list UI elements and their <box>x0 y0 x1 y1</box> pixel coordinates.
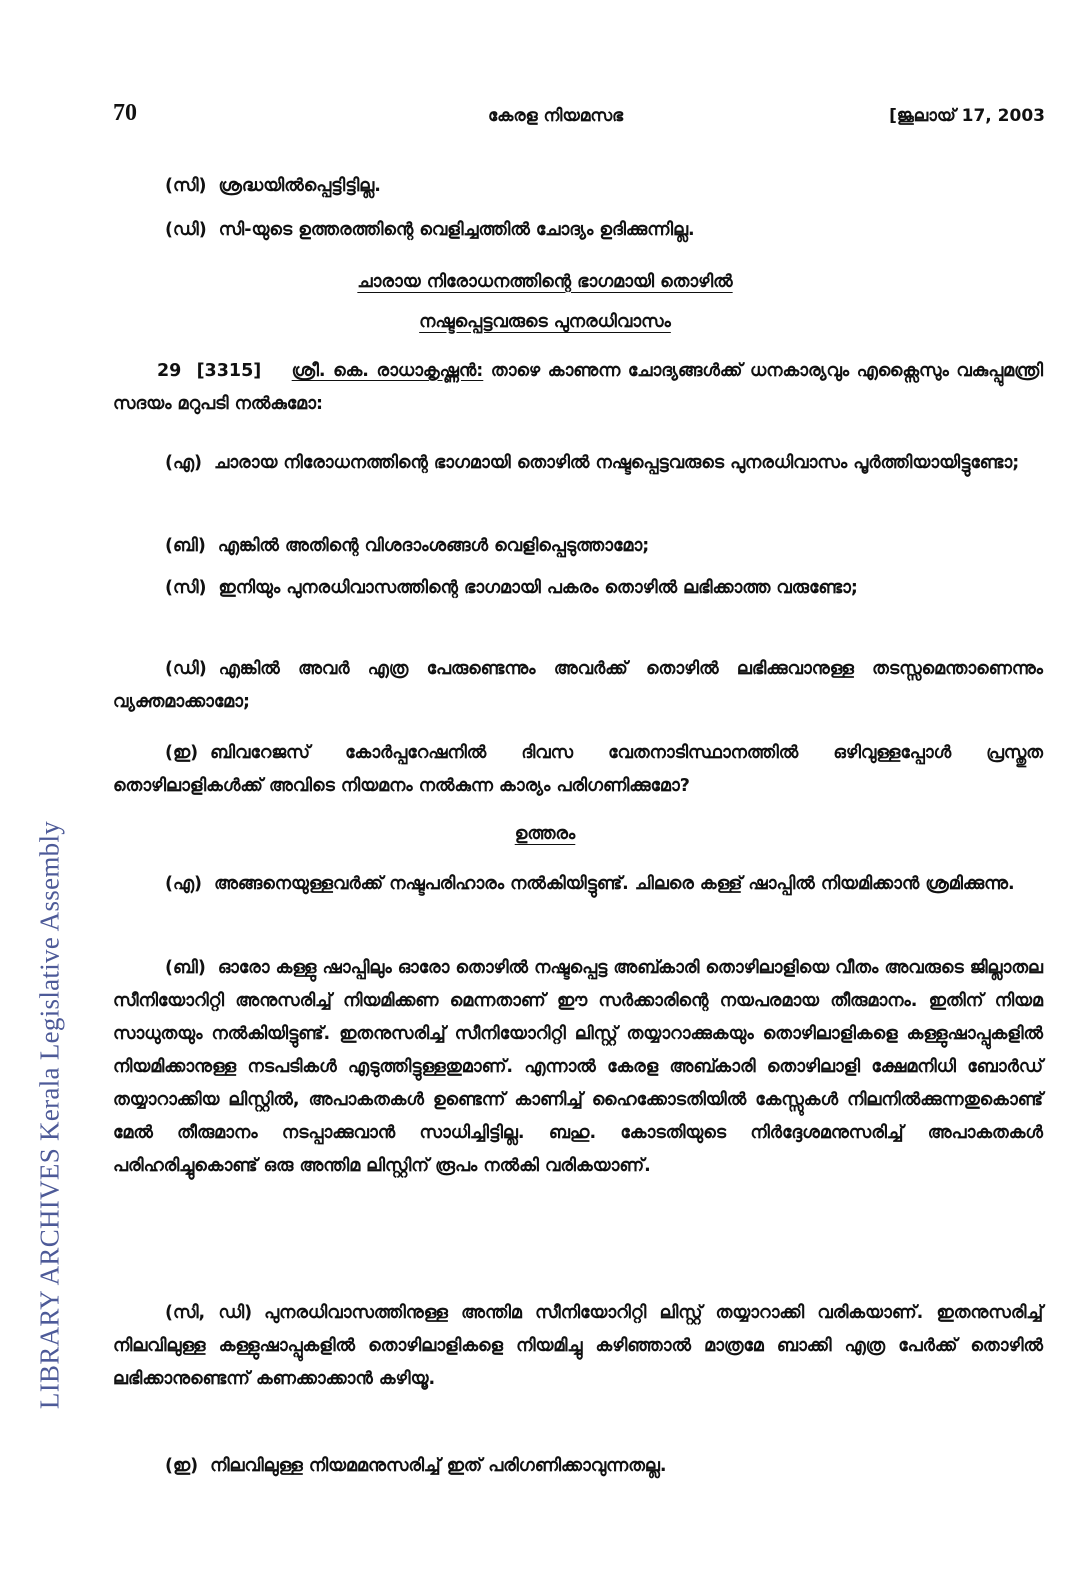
prev-answer-c <box>113 170 1043 203</box>
question-intro-text: താഴെ കാണുന്ന ചോദ്യങ്ങൾക്ക് ധനകാര്യവും എക്സൈസും വകുപ്പുമന്ത്രി സദയം മറുപടി നൽകുമോ: <box>113 361 1044 414</box>
item-text: സി-യുടെ ഉത്തരത്തിന്റെ വെളിച്ചത്തിൽ ചോദ്യം ഉദിക്കുന്നില്ല. <box>218 220 695 240</box>
question-intro <box>113 355 1043 421</box>
question-item-b: (ബി) എങ്കിൽ അതിന്റെ വിശദാംശങ്ങൾ വെളിപ്പെടുത്താമോ; <box>165 536 650 556</box>
question-code: [3315] <box>196 361 262 381</box>
archive-watermark: LIBRARY ARCHIVES Kerala Legislative Assembly <box>34 820 65 1410</box>
answer-item-e: (ഇ) നിലവിലുള്ള നിയമമനുസരിച്ച് ഇത് പരിഗണിക്കാവുന്നതല്ല. <box>165 1456 667 1476</box>
question-item-e: (ഇ) ബിവറേജസ് കോർപ്പറേഷനിൽ ദിവസ വേതനാടിസ്ഥാനത്തിൽ ഒഴിവുള്ളപ്പോൾ പ്രസ്തുത തൊഴിലാളികൾക്ക് അവിടെ നിയമനം നൽകുന്ന കാര്യം പരിഗണിക്കുമോ? <box>113 743 1043 796</box>
answer-item-b: (ബി) ഓരോ കള്ളു ഷാപ്പിലും ഓരോ തൊഴിൽ നഷ്ടപ്പെട്ട അബ്കാരി തൊഴിലാളിയെ വീതം അവരുടെ ജില്ലാതല സീനിയോറിറ്റി അനുസരിച്ച് നിയമിക്കണ മെന്നതാണ് ഈ സർക്കാരിന്റെ നയപരമായ തീരുമാനം. ഇതിന് നിയമ സാധുതയും നൽകിയിട്ടുണ്ട്. ഇതനുസരിച്ച് സീനിയോറിറ്റി ലിസ്റ്റ് തയ്യാറാക്കുകയും തൊഴിലാളികളെ കള്ളുഷാപ്പുകളിൽ നിയമിക്കാനുള്ള നടപടികൾ എടുത്തിട്ടുള്ളതുമാണ്. എന്നാൽ കേരള അബ്കാരി തൊഴിലാളി ക്ഷേമനിധി ബോർഡ് തയ്യാറാക്കിയ ലിസ്റ്റിൽ, അപാകതകൾ ഉണ്ടെന്ന് കാണിച്ച് ഹൈക്കോടതിയിൽ കേസ്സുകൾ നിലനിൽക്കുന്നതുകൊണ്ട് മേൽ തീരുമാനം നടപ്പാക്കുവാൻ സാധിച്ചിട്ടില്ല. ബഹു. കോടതിയുടെ നിർദ്ദേശമനുസരിച്ച് അപാകതകൾ പരിഹരിച്ചുകൊണ്ട് ഒരു അന്തിമ ലിസ്റ്റിന് രൂപം നൽകി വരികയാണ്. <box>113 958 1044 1176</box>
speaker-name: ശ്രീ. കെ. രാധാകൃഷ്ണൻ: <box>291 361 484 381</box>
item-mark: (സി) <box>165 176 207 196</box>
answer-item-a: (എ) അങ്ങനെയുള്ളവർക്ക് നഷ്ടപരിഹാരം നൽകിയിട്ടുണ്ട്. ചിലരെ കള്ള് ഷാപ്പിൽ നിയമിക്കാൻ ശ്രമിക്കുന്നു. <box>165 874 1015 894</box>
question-item-c: (സി) ഇനിയും പുനരധിവാസത്തിന്റെ ഭാഗമായി പകരം തൊഴിൽ ലഭിക്കാത്ത വരുണ്ടോ; <box>165 578 858 598</box>
answer-item-cd: (സി, ഡി) പുനരധിവാസത്തിനുള്ള അന്തിമ സീനിയോറിറ്റി ലിസ്റ്റ് തയ്യാറാക്കി വരികയാണ്. ഇതനുസരിച്ച് നിലവിലുള്ള കള്ളുഷാപ്പുകളിൽ തൊഴിലാളികളെ നിയമിച്ചു കഴിഞ്ഞാൽ മാത്രമേ ബാക്കി എത്ര പേർക്ക് തൊഴിൽ ലഭിക്കാനുണ്ടെന്ന് കണക്കാക്കാൻ കഴിയൂ. <box>113 1303 1043 1389</box>
question-heading-line-2: നഷ്ടപ്പെട്ടവരുടെ പുനരധിവാസം <box>419 312 671 332</box>
question-item-a: (എ) ചാരായ നിരോധനത്തിന്റെ ഭാഗമായി തൊഴിൽ നഷ്ടപ്പെട്ടവരുടെ പുനരധിവാസം പൂർത്തിയായിട്ടുണ്ടോ; <box>165 453 1020 473</box>
item-mark: (ഡി) <box>165 220 207 240</box>
question-item-d: (ഡി) എങ്കിൽ അവർ എത്ര പേരുണ്ടെന്നും അവർക്ക് തൊഴിൽ ലഭിക്കുവാനുള്ള തടസ്സമെന്താണെന്നും വ്യക്തമാക്കാമോ; <box>113 659 1043 712</box>
header-date: [ജൂലായ് 17, 2003 <box>889 106 1045 126</box>
answer-heading: ഉത്തരം <box>514 824 576 844</box>
running-title: കേരള നിയമസഭ <box>488 106 624 126</box>
question-number: 29 <box>157 361 182 381</box>
item-text: ശ്രദ്ധയിൽപ്പെട്ടിട്ടില്ല. <box>218 176 381 196</box>
page-header <box>113 100 1045 134</box>
question-heading-line-1: ചാരായ നിരോധനത്തിന്റെ ഭാഗമായി തൊഴിൽ <box>357 272 733 292</box>
prev-answer-d <box>113 214 1043 247</box>
page-number: 70 <box>113 100 137 126</box>
